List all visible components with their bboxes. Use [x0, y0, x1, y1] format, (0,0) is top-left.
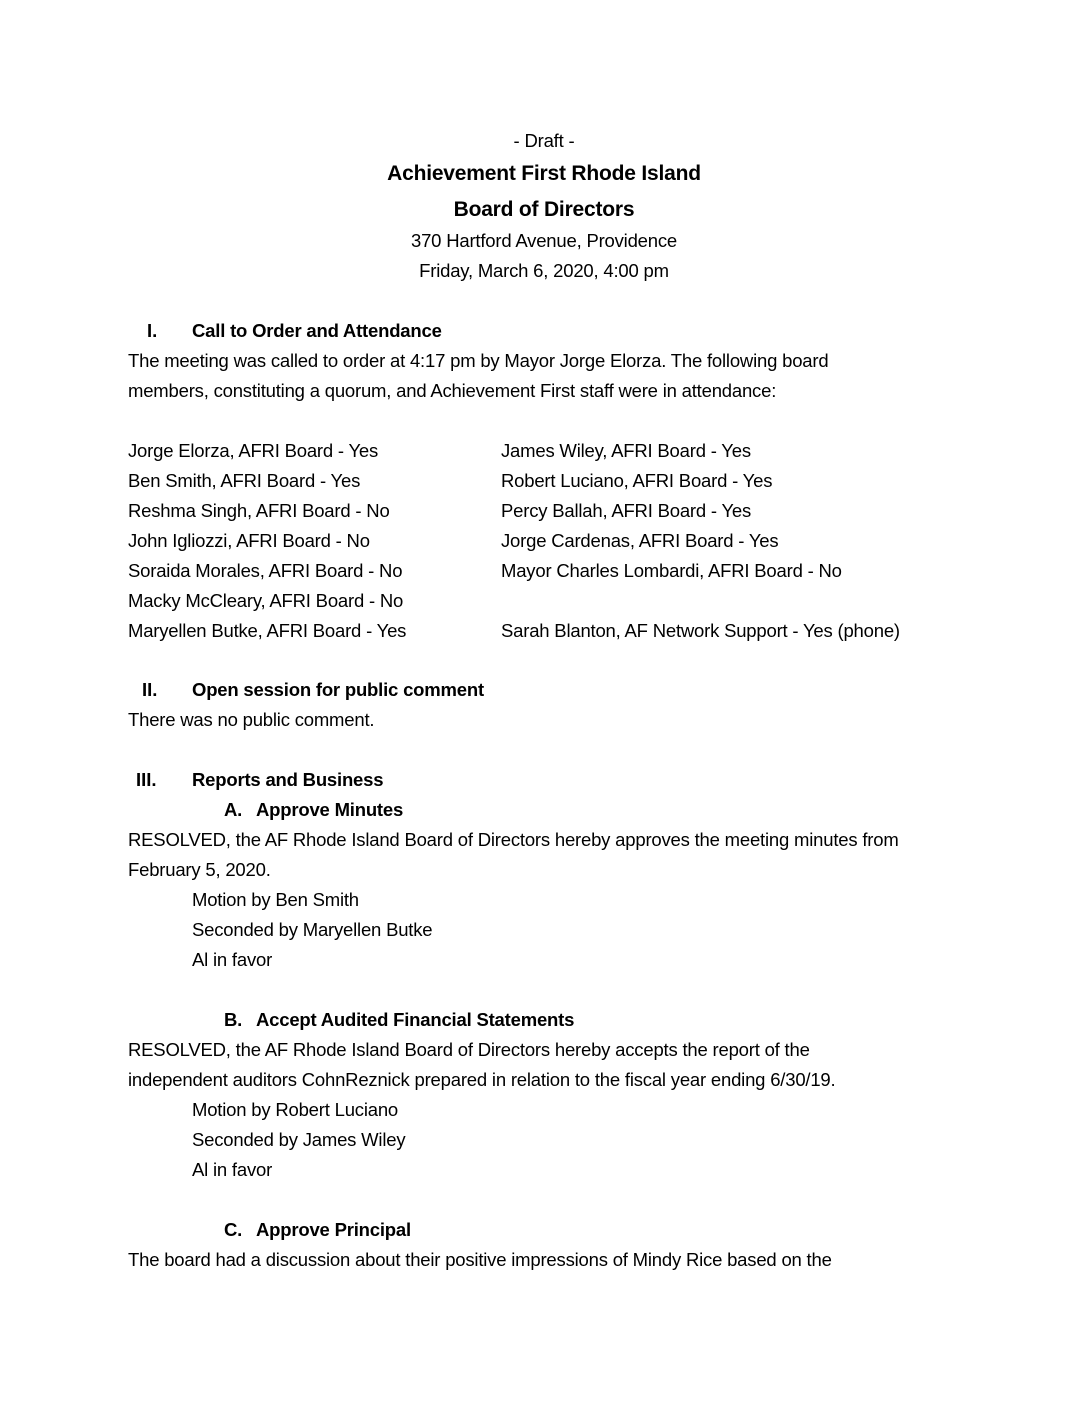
attendee: John Igliozzi, AFRI Board - No — [128, 530, 370, 551]
item-letter: B. — [224, 1009, 243, 1030]
attendee: Sarah Blanton, AF Network Support - Yes (phone) — [501, 620, 900, 641]
meeting-address: 370 Hartford Avenue, Providence — [411, 230, 677, 251]
item-heading: Approve Principal — [256, 1219, 411, 1240]
attendee: Jorge Cardenas, AFRI Board - Yes — [501, 530, 779, 551]
meeting-datetime: Friday, March 6, 2020, 4:00 pm — [419, 260, 669, 281]
attendee: James Wiley, AFRI Board - Yes — [501, 440, 751, 461]
resolution-line: RESOLVED, the AF Rhode Island Board of Directors hereby approves the meeting minutes from — [128, 829, 899, 850]
attendee: Soraida Morales, AFRI Board - No — [128, 560, 403, 581]
resolution-line: independent auditors CohnReznick prepared in relation to the fiscal year ending 6/30/19. — [128, 1069, 836, 1090]
resolution-line: February 5, 2020. — [128, 859, 271, 880]
section-heading: Open session for public comment — [192, 679, 484, 700]
item-heading: Accept Audited Financial Statements — [256, 1009, 575, 1030]
section-number: III. — [136, 769, 157, 790]
second-line: Seconded by Maryellen Butke — [192, 919, 433, 940]
attendee: Mayor Charles Lombardi, AFRI Board - No — [501, 560, 842, 581]
item-letter: A. — [224, 799, 243, 820]
vote-line: Al in favor — [192, 1159, 273, 1180]
attendee: Jorge Elorza, AFRI Board - Yes — [128, 440, 379, 461]
paragraph-line: The board had a discussion about their positive impressions of Mindy Rice based on the — [128, 1249, 832, 1270]
motion-line: Motion by Ben Smith — [192, 889, 359, 910]
vote-line: Al in favor — [192, 949, 273, 970]
section-heading: Call to Order and Attendance — [192, 320, 442, 341]
organization-title: Achievement First Rhode Island — [387, 162, 701, 185]
attendee: Reshma Singh, AFRI Board - No — [128, 500, 390, 521]
board-title: Board of Directors — [453, 198, 635, 221]
attendee: Macky McCleary, AFRI Board - No — [128, 590, 404, 611]
section-number: II. — [142, 679, 158, 700]
motion-line: Motion by Robert Luciano — [192, 1099, 399, 1120]
section-heading: Reports and Business — [192, 769, 384, 790]
attendee: Ben Smith, AFRI Board - Yes — [128, 470, 361, 491]
section-number: I. — [147, 320, 158, 341]
paragraph-line: There was no public comment. — [128, 709, 375, 730]
paragraph-line: The meeting was called to order at 4:17 pm by Mayor Jorge Elorza. The following board — [128, 350, 829, 371]
draft-label: - Draft - — [513, 130, 575, 151]
attendee: Maryellen Butke, AFRI Board - Yes — [128, 620, 407, 641]
item-heading: Approve Minutes — [256, 799, 404, 820]
resolution-line: RESOLVED, the AF Rhode Island Board of Directors hereby accepts the report of the — [128, 1039, 810, 1060]
second-line: Seconded by James Wiley — [192, 1129, 406, 1150]
attendee: Percy Ballah, AFRI Board - Yes — [501, 500, 752, 521]
item-letter: C. — [224, 1219, 243, 1240]
attendee: Robert Luciano, AFRI Board - Yes — [501, 470, 773, 491]
paragraph-line: members, constituting a quorum, and Achievement First staff were in attendance: — [128, 380, 777, 401]
